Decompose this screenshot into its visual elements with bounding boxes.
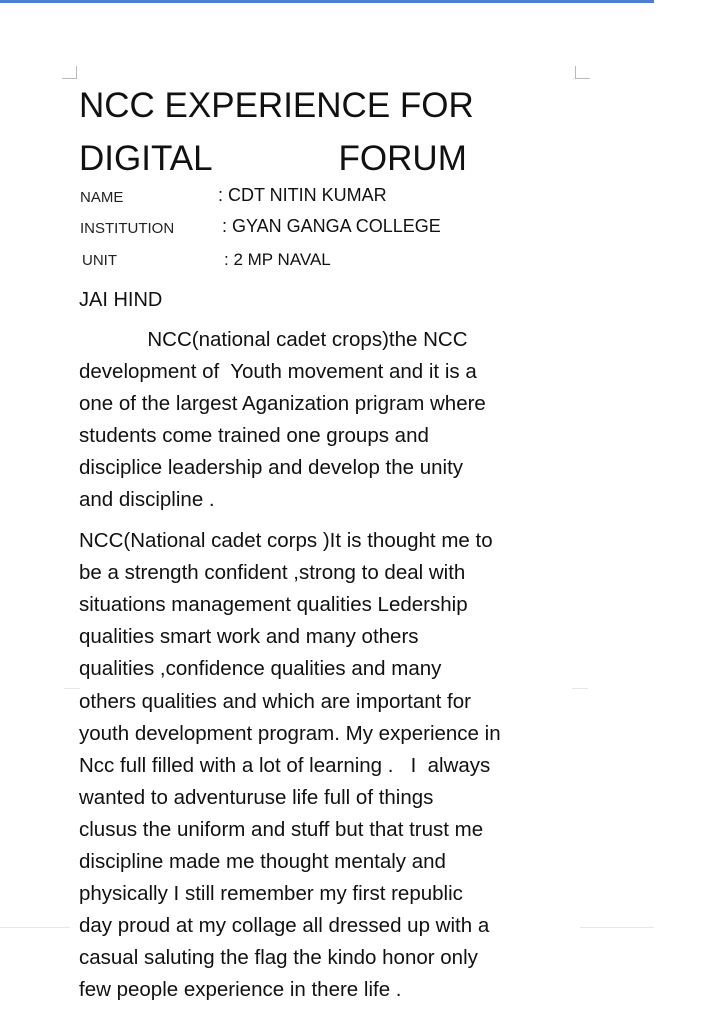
document-title-line-2 <box>79 139 467 179</box>
paragraph-ncc-experience: others qualities and which are important for youth development program. My experience in Ncc full filled with a lot of learning . I always wanted to adventuruse life full of things clusus the uniform and stuff but that trust me discipline made me thought mentaly and physically I still remember my first republic day proud at my collage all dressed up with a casual saluting the flag the kindo honor only few people experience in there life . <box>79 690 501 1001</box>
paragraph-ncc-qualities: NCC(National cadet corps )It is thought me to be a strength confident ,strong to deal with situations management qualities Ledership qualities smart work and many others qualities ,confidence qualities and many <box>79 529 493 680</box>
institution-value: : GYAN GANGA COLLEGE <box>222 216 441 236</box>
page-break-mark <box>64 688 80 689</box>
institution-label: INSTITUTION <box>80 220 175 237</box>
page-break-mark <box>572 688 588 689</box>
title-word-forum: FORUM <box>338 139 467 178</box>
page-break-line <box>0 927 70 928</box>
name-value: : CDT NITIN KUMAR <box>218 185 387 205</box>
unit-value: : 2 MP NAVAL <box>224 250 331 269</box>
name-label: NAME <box>80 189 124 206</box>
crop-mark-top-left <box>62 66 77 79</box>
page-break-line <box>580 927 654 928</box>
paragraph-ncc-intro: NCC(national cadet crops)the NCC development of Youth movement and it is a one of the largest Aganization prigram where students come trained one groups and disciplice leadership and develop the unity and discipline . <box>79 328 486 511</box>
crop-mark-top-right <box>575 66 590 79</box>
unit-label: UNIT <box>82 252 117 269</box>
document-title-line-1: NCC EXPERIENCE FOR <box>79 86 474 125</box>
top-accent-bar <box>0 0 654 3</box>
greeting-text: JAI HIND <box>79 289 163 311</box>
title-word-digital: DIGITAL <box>79 139 213 178</box>
